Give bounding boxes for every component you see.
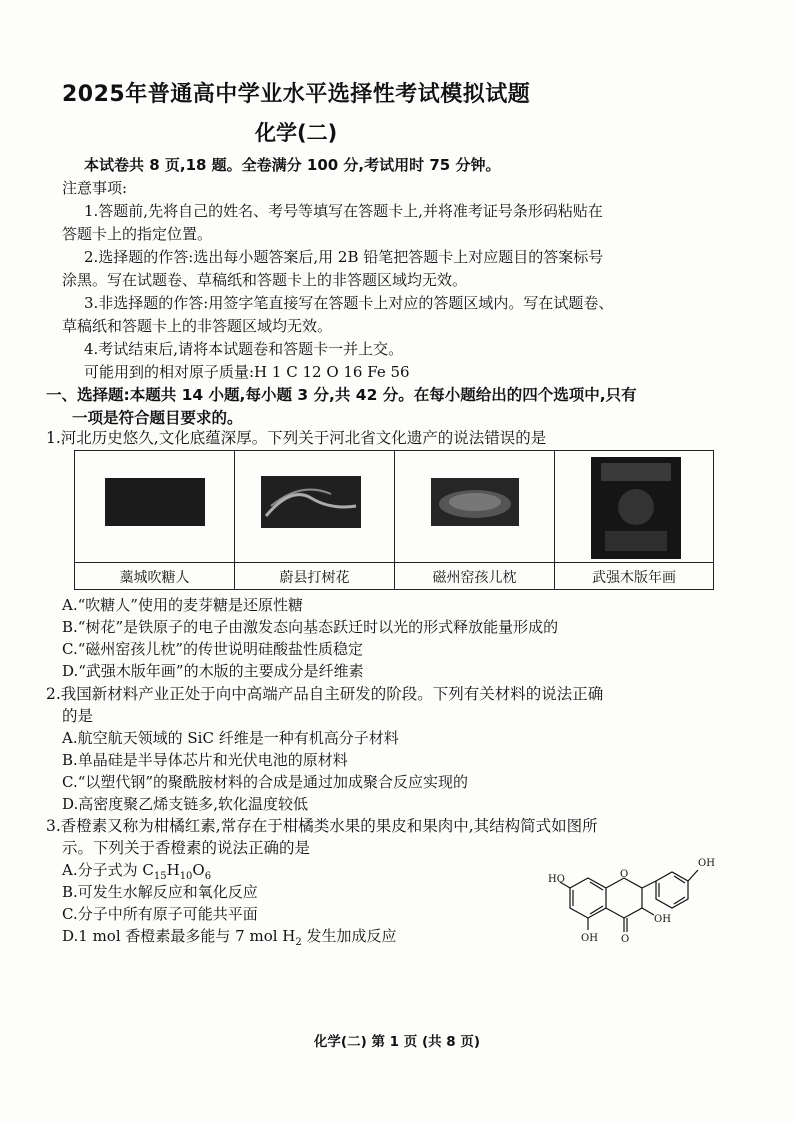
q1-caption-1: 藁城吹糖人 (119, 570, 190, 586)
q3-option-d (62, 926, 397, 953)
woodblock-print-photo (591, 457, 681, 559)
notes-title: 注意事项: (62, 179, 128, 197)
note-1b: 答题卡上的指定位置。 (62, 225, 213, 243)
pillow-graphic (431, 478, 519, 526)
q3-stem-2: 示。下列关于香橙素的说法正确的是 (62, 839, 311, 857)
ho-label-left: HO (548, 874, 565, 885)
q3-a-mid1: H (166, 861, 180, 879)
q3-d-post: 发生加成反应 (301, 927, 397, 945)
q2-option-c: C.“以塑代钢”的聚酰胺材料的合成是通过加成聚合反应实现的 (62, 773, 469, 791)
q1-image-cell-1 (75, 451, 235, 589)
q2-stem-1: 2.我国新材料产业正处于向中高端产品自主研发的阶段。下列有关材料的说法正确 (46, 685, 604, 703)
atomic-mass: 可能用到的相对原子质量:H 1 C 12 O 16 Fe 56 (84, 363, 410, 381)
porcelain-pillow-photo (431, 478, 519, 526)
exam-intro: 本试卷共 8 页,18 题。全卷满分 100 分,考试用时 75 分钟。 (84, 156, 501, 174)
q1-image-cell-3 (395, 451, 555, 589)
q3-d-sub: 2 (295, 937, 302, 948)
note-2a: 2.选择题的作答:选出每小题答案后,用 2B 铅笔把答题卡上对应题目的答案标号 (84, 248, 604, 266)
q2-option-b: B.单晶硅是半导体芯片和光伏电池的原材料 (62, 751, 348, 769)
ring-oxygen-label: O (620, 869, 629, 880)
carbonyl-oxygen-label: O (621, 934, 630, 945)
q1-image-cell-4 (555, 451, 713, 589)
q2-stem-2: 的是 (62, 707, 94, 725)
note-4: 4.考试结束后,请将本试题卷和答题卡一并上交。 (84, 340, 404, 358)
note-3a: 3.非选择题的作答:用签字笔直接写在答题卡上对应的答题区域内。写在试题卷、 (84, 294, 614, 312)
q1-image-cell-2 (235, 451, 395, 589)
q2-option-d: D.高密度聚乙烯支链多,软化温度较低 (62, 795, 309, 813)
section-heading-2: 一项是符合题目要求的。 (72, 409, 243, 427)
oh-label-top: OH (698, 858, 715, 869)
q1-option-c: C.“磁州窑孩儿枕”的传世说明硅酸盐性质稳定 (62, 640, 364, 658)
exam-title: 2025年普通高中学业水平选择性考试模拟试题 (62, 82, 531, 107)
q3-stem-1: 3.香橙素又称为柑橘红素,常存在于柑橘类水果的果皮和果肉中,其结构简式如图所 (46, 817, 598, 835)
q1-caption-4: 武强木版年画 (592, 570, 676, 586)
q1-caption-2: 蔚县打树花 (279, 570, 350, 586)
q3-a-sub3: 6 (204, 871, 212, 882)
q3-option-b: B.可发生水解反应和氧化反应 (62, 883, 258, 901)
q3-d-pre: D.1 mol 香橙素最多能与 7 mol H (62, 927, 296, 945)
q1-stem: 1.河北历史悠久,文化底蕴深厚。下列关于河北省文化遗产的说法错误的是 (46, 429, 547, 447)
note-2b: 涂黑。写在试题卷、草稿纸和答题卡上的非答题区域均无效。 (62, 271, 468, 289)
q1-caption-3: 磁州窑孩儿枕 (432, 570, 517, 586)
sparks-graphic (261, 476, 361, 528)
note-1a: 1.答题前,先将自己的姓名、考号等填写在答题卡上,并将准考证号条形码粘贴在 (84, 202, 603, 220)
q1-option-b: B.“树花”是铁原子的电子由激发态向基态跃迁时以光的形式释放能量形成的 (62, 618, 559, 636)
q2-option-a: A.航空航天领域的 SiC 纤维是一种有机高分子材料 (62, 729, 399, 747)
oh-label-bottom: OH (581, 933, 598, 944)
q1-option-d: D.“武强木版年画”的木版的主要成分是纤维素 (62, 662, 364, 680)
section-heading: 一、选择题:本题共 14 小题,每小题 3 分,共 42 分。在每小题给出的四个选项中,只有 (46, 386, 637, 404)
sugar-blowing-photo (105, 478, 205, 526)
note-3b: 草稿纸和答题卡上的非答题区域均无效。 (62, 317, 333, 335)
iron-flower-photo (261, 476, 361, 528)
exam-subtitle: 化学(二) (255, 121, 338, 145)
q3-a-sub2: 10 (179, 871, 193, 882)
oh-label-right: OH (654, 914, 671, 925)
q3-option-c: C.分子中所有原子可能共平面 (62, 905, 258, 923)
q3-a-pre: A.分子式为 C (62, 861, 154, 879)
q1-image-table (74, 450, 714, 590)
q1-option-a: A.“吹糖人”使用的麦芽糖是还原性糖 (62, 596, 303, 614)
q3-a-sub1: 15 (153, 871, 167, 882)
aurantiin-structure-diagram (548, 848, 728, 948)
q3-a-mid2: O (192, 861, 205, 879)
print-graphic (591, 457, 681, 559)
page-footer: 化学(二) 第 1 页 (共 8 页) (313, 1034, 481, 1050)
